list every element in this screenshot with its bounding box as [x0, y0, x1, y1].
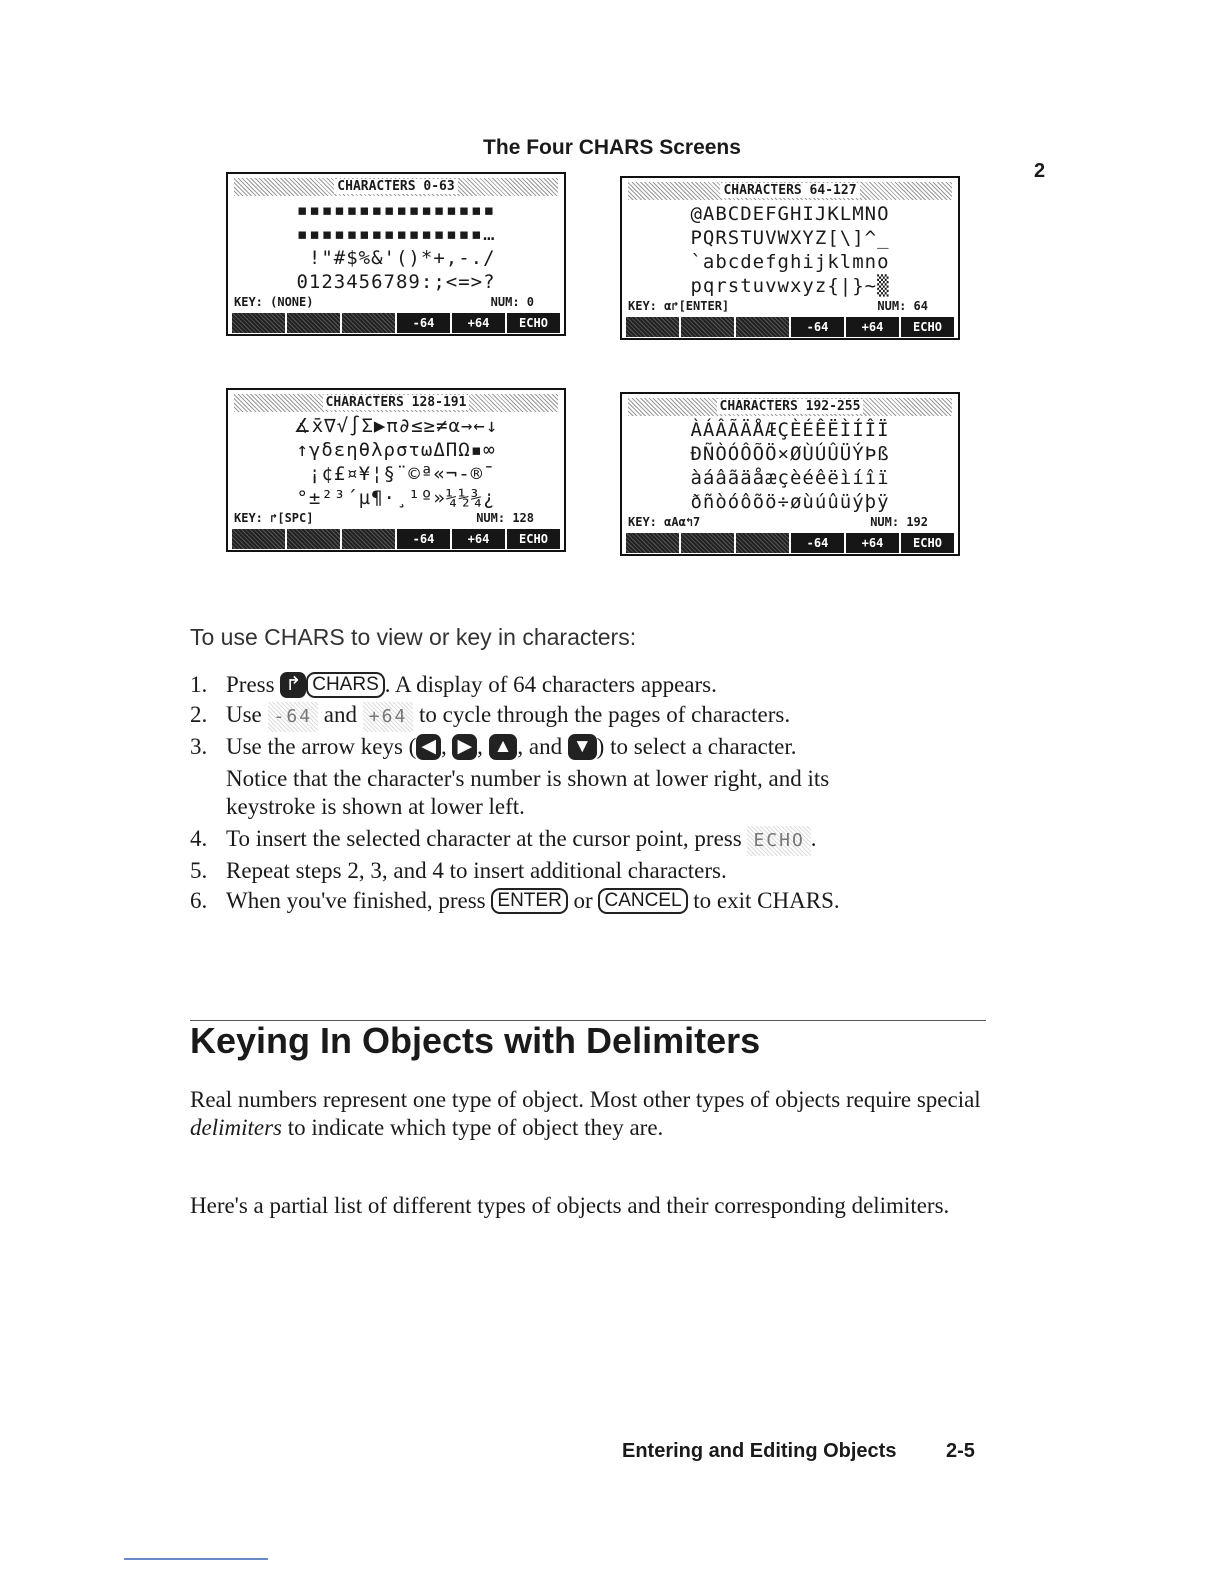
- step-text: to cycle through the pages of characters.: [419, 702, 791, 727]
- screen-title: CHARACTERS 0-63: [334, 179, 457, 194]
- page-number: 2-5: [946, 1440, 975, 1462]
- menu-key-blank[interactable]: [287, 529, 340, 549]
- enter-key: ENTER: [491, 888, 567, 914]
- step-text: . A display of 64 characters appears.: [384, 672, 717, 697]
- char-row: 0123456789:;<=>?: [296, 271, 496, 293]
- char-row: ÐÑÒÓÔÕÖ×ØÙÚÛÜÝÞß: [690, 443, 890, 465]
- menu-key-blank[interactable]: [681, 317, 734, 337]
- step-3-note: Notice that the character's number is shown at lower right, and its: [226, 766, 830, 791]
- step-text: Use the arrow keys (: [226, 734, 417, 759]
- char-row: ÀÁÂÃÄÅÆÇÈÉÊËÌÍÎÏ: [690, 419, 890, 441]
- menu-bar: [232, 529, 560, 549]
- menu-bar: [626, 533, 954, 553]
- step-2: [190, 700, 790, 732]
- chars-screen-192-255: [620, 392, 960, 556]
- plus64-menu-key: +64: [363, 702, 414, 732]
- figure-title: The Four CHARS Screens: [483, 136, 741, 159]
- menu-key-plus64[interactable]: +64: [452, 313, 505, 333]
- status-line: [628, 514, 952, 530]
- step-4: [190, 824, 817, 856]
- menu-key-blank[interactable]: [232, 529, 285, 549]
- footer-chapter-title: Entering and Editing Objects: [622, 1440, 897, 1462]
- step-text: to exit CHARS.: [693, 888, 840, 913]
- step-number: 3.: [190, 734, 208, 759]
- char-row: °±²³´µ¶·¸¹º»¼½¾¿: [296, 487, 496, 509]
- menu-key-echo[interactable]: ECHO: [507, 529, 560, 549]
- menu-key-blank[interactable]: [287, 313, 340, 333]
- key-readout: KEY: ↱[SPC]: [234, 511, 314, 525]
- menu-bar: [626, 317, 954, 337]
- chars-screen-64-127: [620, 176, 960, 340]
- bottom-rule: [124, 1558, 268, 1560]
- menu-key-blank[interactable]: [626, 317, 679, 337]
- char-row: ∡x̄∇√∫Σ▶π∂≤≥≠α→←↓: [293, 415, 499, 437]
- right-arrow-key-icon: ▶: [452, 734, 477, 760]
- menu-key-minus64[interactable]: -64: [791, 533, 844, 553]
- step-text: , and: [517, 734, 563, 759]
- menu-bar: [232, 313, 560, 333]
- menu-key-blank[interactable]: [232, 313, 285, 333]
- menu-key-echo[interactable]: ECHO: [901, 533, 954, 553]
- char-row: ↑γδεηθλρστωΔΠΩ▪∞: [296, 439, 496, 461]
- char-row: ▪▪▪▪▪▪▪▪▪▪▪▪▪▪▪…: [296, 223, 496, 245]
- step-text: .: [810, 826, 817, 851]
- up-arrow-key-icon: ▲: [489, 734, 518, 760]
- menu-key-blank[interactable]: [626, 533, 679, 553]
- menu-key-blank[interactable]: [342, 313, 395, 333]
- step-number: 4.: [190, 826, 208, 851]
- char-row: PQRSTUVWXYZ[\]^_: [690, 227, 890, 249]
- delimiters-term: delimiters: [190, 1115, 282, 1140]
- screen-title-bar: [628, 182, 952, 200]
- step-3: 3. Use the arrow keys ( ◀ , ▶ , ▲ , and ▼ ) to select a character.: [190, 732, 797, 762]
- chars-screen-0-63: [226, 172, 566, 336]
- status-line: [628, 298, 952, 314]
- step-number: 5.: [190, 858, 208, 883]
- step-text: To insert the selected character at the cursor point, press: [226, 826, 742, 851]
- right-shift-key: ↱: [280, 672, 306, 698]
- echo-menu-key: ECHO: [747, 826, 810, 856]
- char-row: ¡¢£¤¥¦§¨©ª«¬-®¯: [296, 463, 496, 485]
- screen-title: CHARACTERS 128-191: [323, 395, 470, 410]
- cancel-key: CANCEL: [598, 888, 687, 914]
- step-5: [190, 856, 727, 886]
- char-row: ▪▪▪▪▪▪▪▪▪▪▪▪▪▪▪▪: [296, 199, 496, 221]
- char-row: `abcdefghijklmno: [690, 251, 890, 273]
- step-1: [190, 670, 717, 700]
- paragraph-2: Here's a partial list of different types of objects and their corresponding delimiters.: [190, 1193, 950, 1218]
- status-line: [234, 294, 558, 310]
- chars-screen-128-191: [226, 388, 566, 552]
- menu-key-minus64[interactable]: -64: [397, 529, 450, 549]
- menu-key-echo[interactable]: ECHO: [507, 313, 560, 333]
- num-readout: NUM: 0: [490, 295, 534, 309]
- step-text: or: [573, 888, 593, 913]
- step-3-note: keystroke is shown at lower left.: [226, 794, 525, 819]
- menu-key-blank[interactable]: [736, 317, 789, 337]
- chars-key: CHARS: [306, 672, 385, 698]
- key-readout: KEY: αAα↰7: [628, 515, 701, 529]
- step-number: 2.: [190, 702, 208, 727]
- step-text: Repeat steps 2, 3, and 4 to insert additional characters.: [226, 858, 727, 883]
- num-readout: NUM: 64: [877, 299, 928, 313]
- section-heading: Keying In Objects with Delimiters: [190, 1020, 761, 1061]
- paragraph-1: [190, 1086, 990, 1142]
- step-text: When you've finished, press: [226, 888, 486, 913]
- instructions-heading: To use CHARS to view or key in characters:: [190, 624, 637, 650]
- step-text: Use: [226, 702, 262, 727]
- char-row: ðñòóôõö÷øùúûüýþÿ: [690, 491, 890, 513]
- menu-key-echo[interactable]: ECHO: [901, 317, 954, 337]
- step-text: ) to select a character.: [596, 734, 797, 759]
- menu-key-plus64[interactable]: +64: [846, 317, 899, 337]
- step-6: [190, 886, 840, 916]
- screen-title: CHARACTERS 64-127: [720, 183, 859, 198]
- step-text: Press: [226, 672, 275, 697]
- paragraph-text: Real numbers represent one type of object. Most other types of objects require special: [190, 1087, 981, 1112]
- status-line: [234, 510, 558, 526]
- menu-key-plus64[interactable]: +64: [846, 533, 899, 553]
- key-readout: KEY: α↱[ENTER]: [628, 299, 730, 313]
- menu-key-blank[interactable]: [342, 529, 395, 549]
- char-row: pqrstuvwxyz{|}~▒: [690, 275, 890, 297]
- key-readout: KEY: (NONE): [234, 295, 314, 309]
- num-readout: NUM: 128: [476, 511, 534, 525]
- chapter-tab: 2: [1034, 160, 1046, 182]
- char-row: !"#$%&'()*+,-./: [296, 247, 496, 269]
- menu-key-minus64[interactable]: -64: [791, 317, 844, 337]
- step-number: 6.: [190, 888, 208, 913]
- minus64-menu-key: -64: [268, 702, 319, 732]
- paragraph-text: to indicate which type of object they are.: [287, 1115, 664, 1140]
- char-row: @ABCDEFGHIJKLMNO: [690, 203, 890, 225]
- menu-key-blank[interactable]: [681, 533, 734, 553]
- menu-key-minus64[interactable]: -64: [397, 313, 450, 333]
- screen-title: CHARACTERS 192-255: [717, 399, 864, 414]
- down-arrow-key-icon: ▼: [568, 734, 597, 760]
- step-text: and: [323, 702, 358, 727]
- screen-title-bar: [628, 398, 952, 416]
- screen-title-bar: [234, 394, 558, 412]
- menu-key-blank[interactable]: [736, 533, 789, 553]
- screen-title-bar: [234, 178, 558, 196]
- left-arrow-key-icon: ◀: [416, 734, 441, 760]
- menu-key-plus64[interactable]: +64: [452, 529, 505, 549]
- num-readout: NUM: 192: [870, 515, 928, 529]
- step-number: 1.: [190, 672, 208, 697]
- char-row: àáâãäåæçèéêëìíîï: [690, 467, 890, 489]
